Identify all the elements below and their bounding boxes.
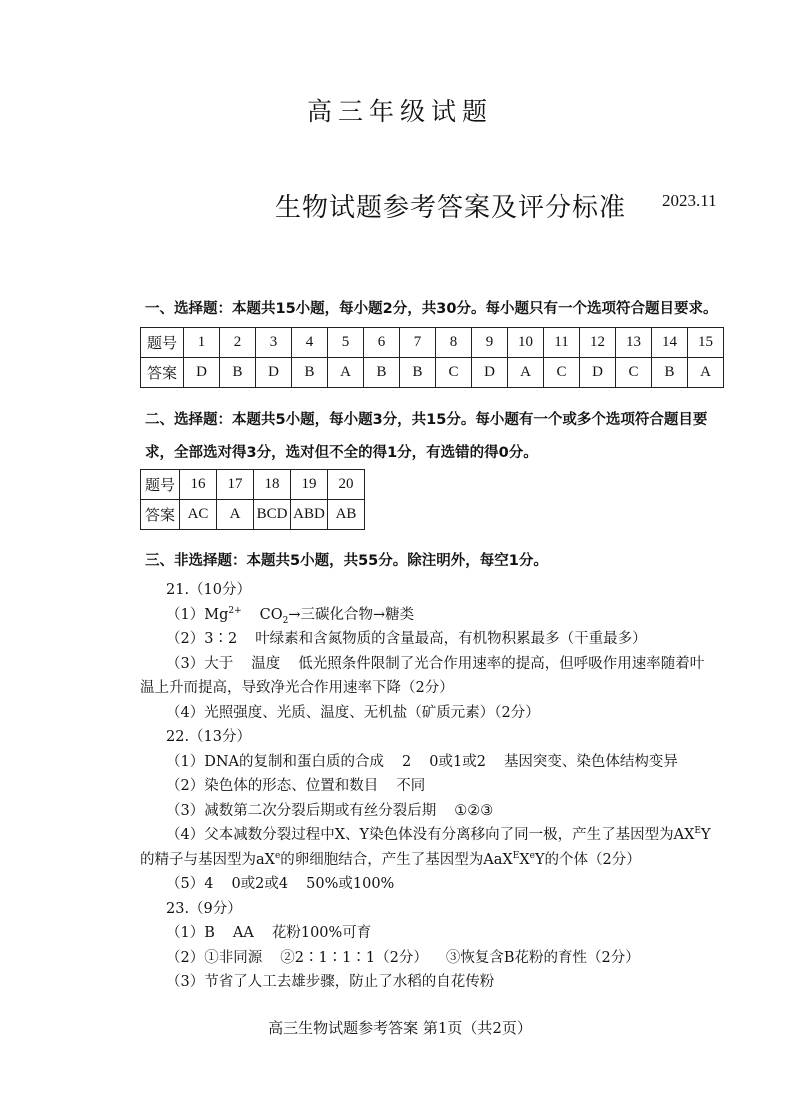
q22-answer-5 [166, 872, 394, 893]
section2-answer-table [140, 469, 365, 530]
section2-heading: 二、选择题：本题共5小题，每小题3分，共15分。每小题有一个或多个选项符合题目要求，全部选对得3分，选对但不全的得1分，有选错的得0分。 [145, 412, 708, 461]
superscript: E [512, 851, 520, 862]
q22-title: 22.（13分） [166, 729, 252, 745]
table-cell: 7 [400, 328, 436, 358]
subscript: 2 [282, 615, 289, 626]
document-title: 生物试题参考答案及评分标准 [275, 193, 627, 223]
text: （1）DNA的复制和蛋白质的合成 [166, 754, 385, 770]
table-cell: A [508, 358, 544, 388]
table-cell: 12 [580, 328, 616, 358]
table-cell: 17 [217, 470, 254, 500]
text: 的卵细胞结合，产生了基因型为AaX [280, 852, 513, 868]
q22-answer-3 [166, 799, 493, 820]
table-cell: B [652, 358, 688, 388]
text: 0或2或4 [231, 876, 289, 892]
table-cell: ABD [291, 500, 328, 530]
text: Y的个体（2分） [534, 852, 641, 868]
table-cell: D [184, 358, 220, 388]
table-cell: 9 [472, 328, 508, 358]
q23-title: 23.（9分） [166, 901, 242, 917]
text: （1）Mg [166, 607, 229, 623]
table-row-numbers [141, 328, 724, 358]
table-row-answers [141, 358, 724, 388]
row-label: 题号 [141, 328, 184, 358]
table-cell: A [217, 500, 254, 530]
text: （4）父本减数分裂过程中X、Y染色体没有分离移向了同一极，产生了基因型为AX [166, 827, 695, 843]
row-label: 题号 [141, 470, 180, 500]
q22-answer-4 [166, 823, 711, 844]
q22-answer-2 [166, 774, 425, 795]
table-cell: A [328, 358, 364, 388]
text: ②2∶1∶1∶1（2分） [280, 950, 428, 966]
superscript: E [694, 826, 701, 837]
table-cell: D [580, 358, 616, 388]
q23-answer-2 [166, 946, 640, 967]
text: CO [259, 607, 283, 623]
text: （5）4 [166, 876, 214, 892]
grade-title: 高三年级试题 [306, 97, 493, 126]
table-cell: 4 [292, 328, 328, 358]
text: （3）大于 [166, 656, 234, 672]
table-cell: D [472, 358, 508, 388]
text: （3）减数第二次分裂后期或有丝分裂后期 [166, 803, 437, 819]
text: 叶绿素和含氮物质的含量最高，有机物积累最多（干重最多） [255, 631, 647, 647]
row-label: 答案 [141, 358, 184, 388]
q22-answer-1 [166, 750, 678, 771]
text: （2）染色体的形态、位置和数目 [166, 778, 379, 794]
section1-answer-table [140, 327, 724, 388]
table-cell: C [544, 358, 580, 388]
table-cell: B [220, 358, 256, 388]
q21-answer-3-cont: 温上升而提高，导致净光合作用速率下降（2分） [140, 680, 454, 696]
table-cell: 20 [328, 470, 365, 500]
superscript: e [274, 851, 281, 862]
table-cell: 1 [184, 328, 220, 358]
table-cell: 18 [254, 470, 291, 500]
text: （1）B [166, 925, 215, 941]
table-cell: 15 [688, 328, 724, 358]
text: X [519, 852, 530, 868]
q23-answer-1 [166, 921, 371, 942]
q23-answer-3: （3）节省了人工去雄步骤，防止了水稻的自花传粉 [166, 974, 495, 990]
table-cell: 16 [180, 470, 217, 500]
table-cell: AB [328, 500, 365, 530]
text: 的精子与基因型为aX [140, 852, 275, 868]
table-cell: 5 [328, 328, 364, 358]
table-cell: B [292, 358, 328, 388]
text: Y [701, 827, 711, 843]
table-cell: C [616, 358, 652, 388]
q21-answer-4: （4）光照强度、光质、温度、无机盐（矿质元素）（2分） [166, 705, 540, 721]
text: 基因突变、染色体结构变异 [503, 754, 678, 770]
text: （2）①非同源 [166, 950, 263, 966]
table-cell: BCD [254, 500, 291, 530]
table-cell: 6 [364, 328, 400, 358]
table-cell: 14 [652, 328, 688, 358]
q21-answer-3 [166, 652, 704, 673]
table-cell: 2 [220, 328, 256, 358]
page-footer: 高三生物试题参考答案 第1页（共2页） [268, 1019, 532, 1037]
q21-title: 21.（10分） [166, 582, 252, 598]
table-cell: 13 [616, 328, 652, 358]
section3-heading: 三、非选择题：本题共5小题，共55分。除注明外，每空1分。 [145, 553, 548, 569]
text: 50%或100% [306, 876, 395, 892]
text: 低光照条件限制了光合作用速率的提高，但呼吸作用速率随着叶 [298, 656, 705, 672]
table-cell: 8 [436, 328, 472, 358]
table-cell: B [400, 358, 436, 388]
text: 2 [402, 754, 412, 770]
text: 0或1或2 [429, 754, 486, 770]
table-cell: B [364, 358, 400, 388]
text: 花粉100%可育 [271, 925, 372, 941]
table-cell: 10 [508, 328, 544, 358]
table-row-answers [141, 500, 365, 530]
text: （2）3∶2 [166, 631, 238, 647]
text: ①②③ [454, 803, 494, 819]
row-label: 答案 [141, 500, 180, 530]
document-date: 2023.11 [662, 191, 717, 210]
table-row-numbers [141, 470, 365, 500]
table-cell: 19 [291, 470, 328, 500]
text: AA [232, 925, 254, 941]
text: →三碳化合物→糖类 [288, 607, 415, 623]
superscript: 2+ [228, 606, 242, 617]
table-cell: A [688, 358, 724, 388]
table-cell: AC [180, 500, 217, 530]
table-cell: C [436, 358, 472, 388]
table-cell: 3 [256, 328, 292, 358]
q22-answer-4-cont [140, 848, 641, 869]
section1-heading: 一、选择题：本题共15小题，每小题2分，共30分。每小题只有一个选项符合题目要求。 [145, 301, 718, 317]
table-cell: 11 [544, 328, 580, 358]
text: 温度 [251, 656, 281, 672]
text: ③恢复含B花粉的育性（2分） [445, 950, 640, 966]
q21-answer-2 [166, 627, 647, 648]
q21-answer-1 [166, 603, 414, 626]
text: 不同 [396, 778, 426, 794]
superscript: e [529, 851, 535, 862]
table-cell: D [256, 358, 292, 388]
